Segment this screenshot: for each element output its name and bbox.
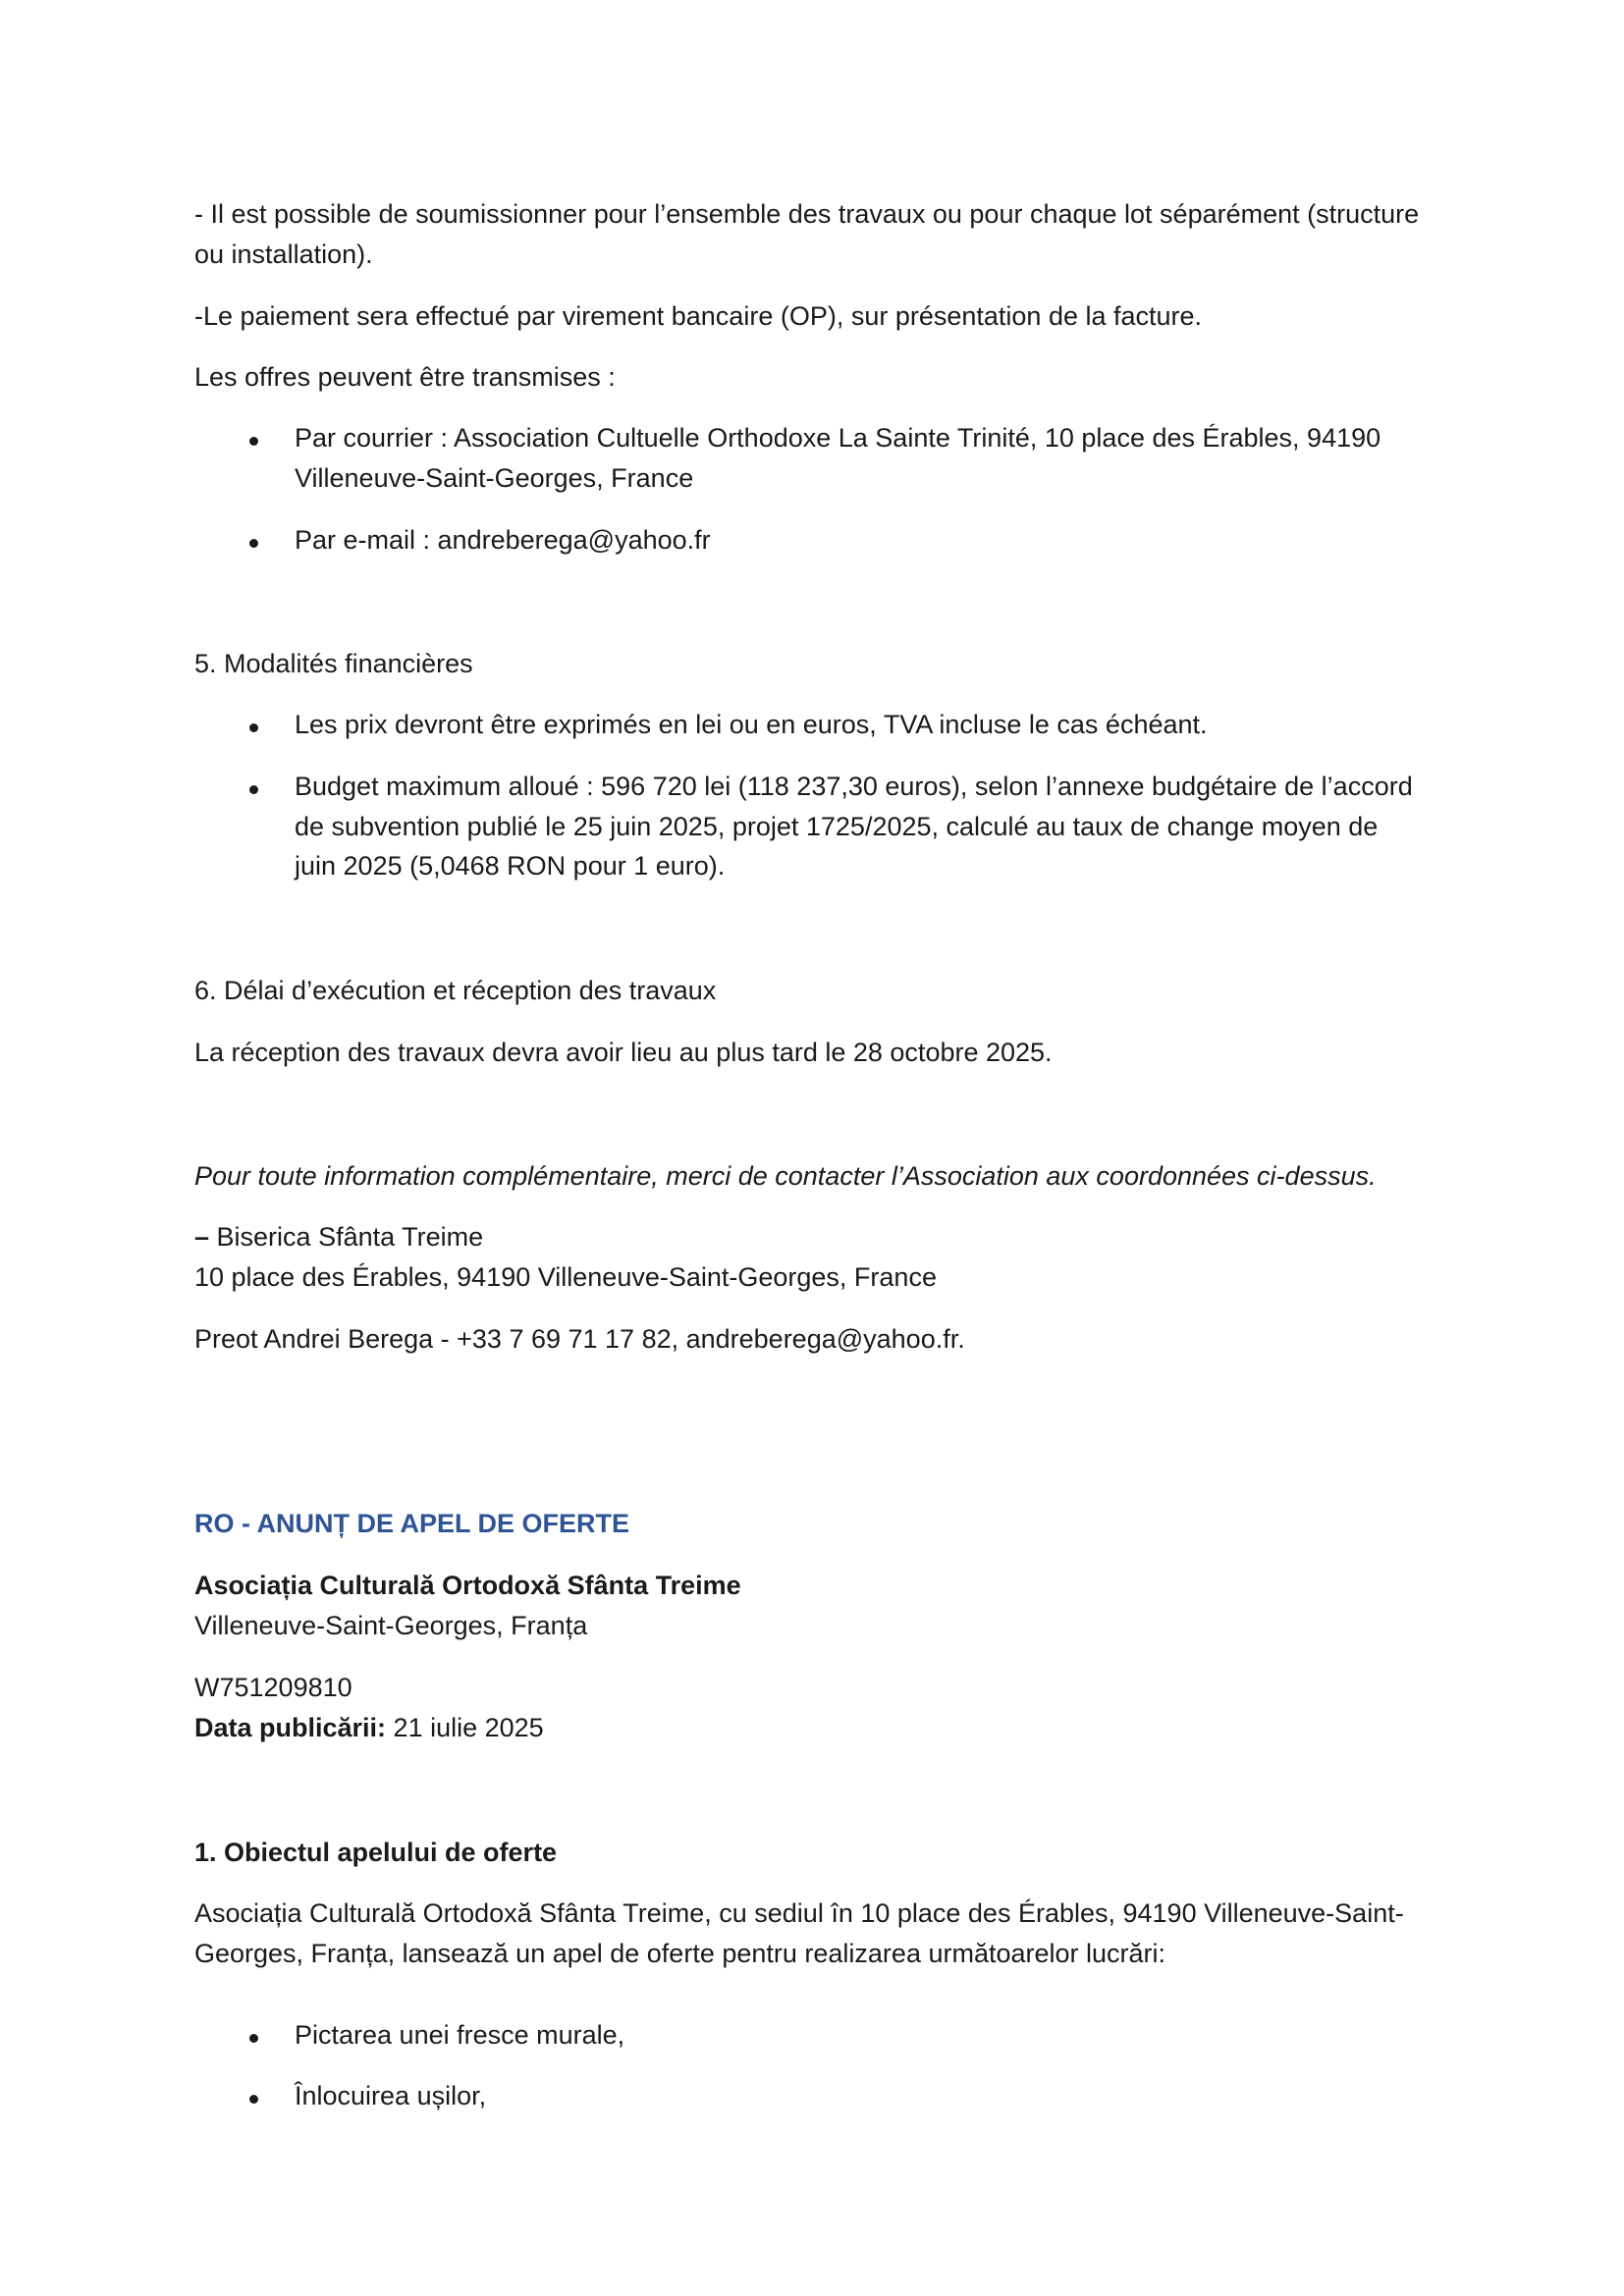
ro-title: RO - ANUNȚ DE APEL DE OFERTE [194,1509,630,1538]
ro-section1-title: 1. Obiectul apelului de oferte [194,1838,558,1867]
signature-name: Biserica Sfânta Treime [209,1222,484,1252]
ro-org-name: Asociația Culturală Ortodoxă Sfânta Treime [194,1571,741,1600]
signature-contact: Preot Andrei Berega - +33 7 69 71 17 82, andreberega@yahoo.fr. [194,1324,965,1354]
signature-block [194,1217,1441,1297]
signature-address: 10 place des Érables, 94190 Villeneuve-Saint-Georges, France [194,1261,937,1292]
offers-method-mail: Par courrier : Association Cultuelle Orthodoxe La Sainte Trinité, 10 place des Érables, 94190 Villeneuve-Saint-Georges, France [295,423,1381,493]
bullet-icon [249,2034,258,2043]
ro-org-block [194,1566,1441,1645]
offers-intro: Les offres peuvent être transmises : [194,362,616,392]
contact-note: Pour toute information complémentaire, merci de contacter l’Association aux coordonnées ci-dessus. [194,1161,1377,1191]
offers-method-email: Par e-mail : andreberega@yahoo.fr [295,525,711,555]
bullet-icon [249,2095,258,2104]
section6-text: La réception des travaux devra avoir lieu au plus tard le 28 octobre 2025. [194,1038,1053,1067]
submission-note: - Il est possible de soumissionner pour l’ensemble des travaux ou pour chaque lot séparément (structure ou installation). [194,199,1420,269]
payment-note: -Le paiement sera effectué par virement bancaire (OP), sur présentation de la facture. [194,301,1203,331]
bullet-icon [249,539,258,548]
bullet-icon [249,437,258,446]
ro-pub-date-label: Data publicării: [194,1712,387,1742]
section6-title: 6. Délai d’exécution et réception des travaux [194,976,717,1005]
ro-section1-item-fresco: Pictarea unei fresce murale, [295,2020,625,2050]
signature-dash: – [194,1222,210,1252]
ro-reference: W751209810 [194,1673,352,1702]
ro-section1-item-doors: Înlocuirea ușilor, [295,2081,487,2110]
section5-item-budget: Budget maximum alloué : 596 720 lei (118 237,30 euros), selon l’annexe budgétaire de l’accord de subvention publié le 25 juin 2025, projet 1725/2025, calculé au taux de change moyen de juin 2025 (5,0468 RON pour 1 euro). [295,772,1413,881]
section5-title: 5. Modalités financières [194,649,473,678]
ro-org-location: Villeneuve-Saint-Georges, Franța [194,1610,588,1640]
ro-reference-block [194,1668,1441,1747]
ro-section1-text: Asociația Culturală Ortodoxă Sfânta Treime, cu sediul în 10 place des Érables, 94190 Villeneuve-Saint-Georges, Franța, lansează un apel de oferte pentru realizarea următoarelor lucrări: [194,1898,1404,1968]
bullet-icon [249,785,258,794]
section5-item-prices: Les prix devront être exprimés en lei ou en euros, TVA incluse le cas échéant. [295,710,1208,739]
ro-pub-date-value: 21 iulie 2025 [386,1712,544,1742]
bullet-icon [249,723,258,732]
